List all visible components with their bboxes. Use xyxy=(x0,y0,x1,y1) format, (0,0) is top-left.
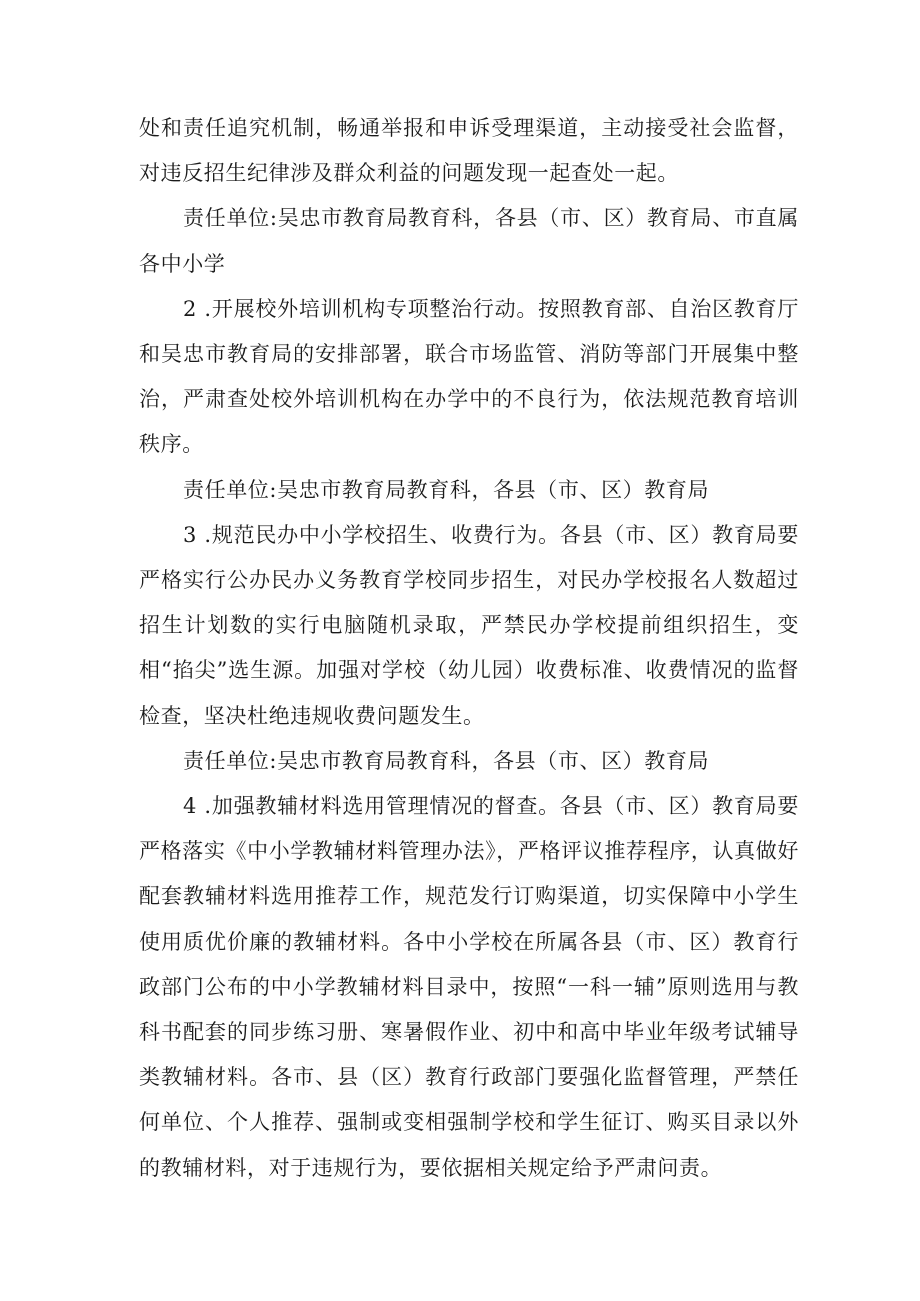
paragraph-responsible-units-3: 责任单位:吴忠市教育局教育科，各县（市、区）教育局 xyxy=(183,748,710,773)
paragraph-item-2: 2 .开展校外培训机构专项整治行动。按照教育部、自治区教育厅和吴忠市教育局的安排部署，联合市场监管、消防等部门开展集中整治，严肃查处校外培训机构在办学中的不良行为，依法规范教育培训秩序。 xyxy=(139,296,799,457)
paragraph-item-3: 3 .规范民办中小学校招生、收费行为。各县（市、区）教育局要严格实行公办民办义务教育学校同步招生，对民办学校报名人数超过招生计划数的实行电脑随机录取，严禁民办学校提前组织招生，变相“掐尖”选生源。加强对学校（幼儿园）收费标准、收费情况的监督检查，坚决杜绝违规收费问题发生。 xyxy=(139,522,799,728)
paragraph-item-4: 4 .加强教辅材料选用管理情况的督查。各县（市、区）教育局要严格落实《中小学教辅材料管理办法》，严格评议推荐程序，认真做好配套教辅材料选用推荐工作，规范发行订购渠道，切实保障中小学生使用质优价廉的教辅材料。各中小学校在所属各县（市、区）教育行政部门公布的中小学教辅材料目录中，按照“一科一辅”原则选用与教科书配套的同步练习册、寒暑假作业、初中和高中毕业年级考试辅导类教辅材料。各市、县（区）教育行政部门要强化监督管理，严禁任何单位、个人推荐、强制或变相强制学校和学生征订、购买目录以外的教辅材料，对于违规行为，要依据相关规定给予严肃问责。 xyxy=(139,794,799,1180)
document-body xyxy=(139,106,799,1191)
paragraph-responsible-units-1: 责任单位:吴忠市教育局教育科，各县（市、区）教育局、市直属各中小学 xyxy=(139,206,799,276)
paragraph-continuation: 处和责任追究机制，畅通举报和申诉受理渠道，主动接受社会监督，对违反招生纪律涉及群众利益的问题发现一起查处一起。 xyxy=(139,116,799,186)
paragraph-responsible-units-2: 责任单位:吴忠市教育局教育科，各县（市、区）教育局 xyxy=(183,477,710,502)
